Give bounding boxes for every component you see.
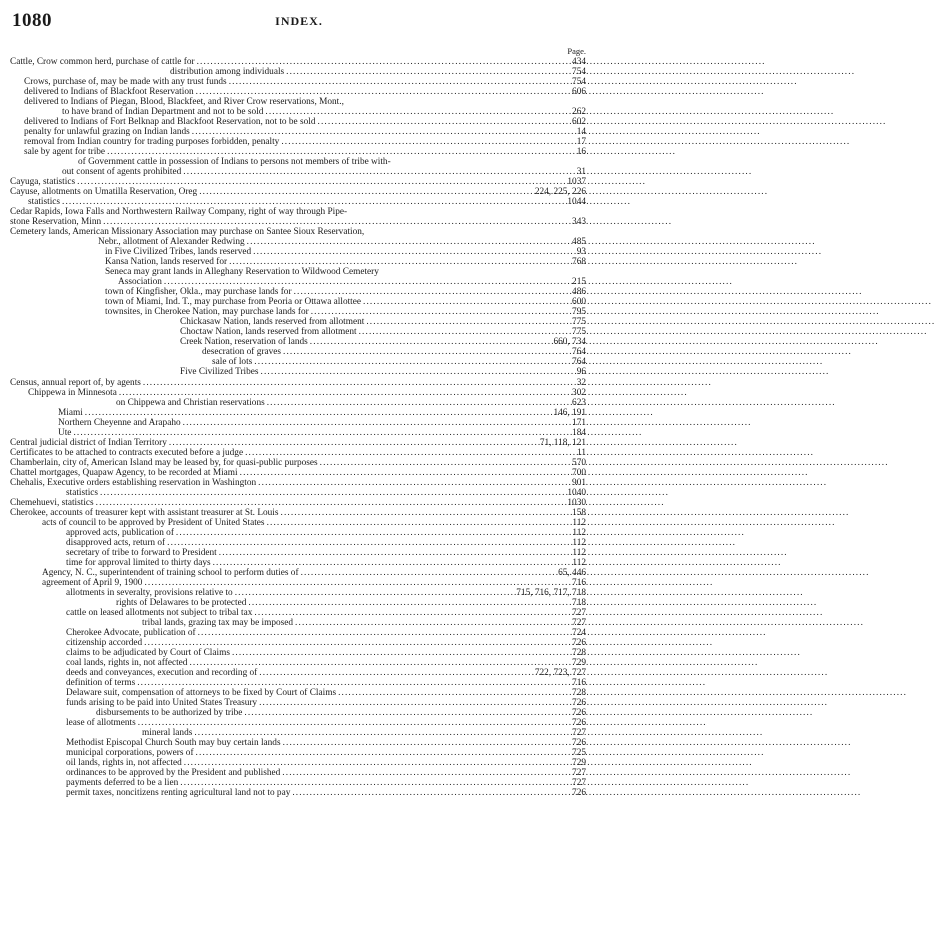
entry-page-ref: 1037 [567,177,586,188]
dot-leader [244,708,570,718]
index-entry [10,67,586,77]
entry-text: allotments in severalty, provisions relative to [66,587,233,598]
dot-leader [100,488,565,498]
entry-text: stone Reservation, Minn [10,217,102,228]
entry-page-ref: 729 [572,758,586,769]
index-entry [10,658,586,668]
entry-text: Cayuga, statistics [10,177,76,188]
index-entry [10,367,586,377]
dot-leader [258,478,570,488]
entry-text: disapproved acts, return of [66,537,166,548]
entry-page-ref: 112 [572,527,586,538]
entry-page-ref: 171 [572,417,586,428]
entry-page-ref: 775 [572,327,586,338]
index-entry [10,578,586,588]
dot-leader [318,117,571,127]
dot-leader [119,388,570,398]
entry-page-ref: 754 [572,77,586,88]
index-entry [10,558,586,568]
entry-text: removal from Indian country for trading purposes forbidden, penalty [24,137,280,148]
dot-leader [363,297,570,307]
entry-text: Choctaw Nation, lands reserved from allotment [180,327,357,338]
index-entry [10,307,586,317]
entry-page-ref: 718 [572,597,586,608]
entry-page-ref: 726 [572,708,586,719]
index-entry [10,398,586,408]
entry-text: out consent of agents prohibited [62,167,182,178]
index-entry [10,197,586,207]
index-entry [10,458,586,468]
entry-page-ref: 764 [572,347,586,358]
entry-text: Chattel mortgages, Quapaw Agency, to be recorded at Miami [10,467,238,478]
entry-page-ref: 570 [572,457,586,468]
dot-leader [184,758,570,768]
entry-text: Association [118,277,162,288]
entry-text: Chippewa in Minnesota [28,387,117,398]
entry-text: statistics [28,197,61,208]
dot-leader [259,668,533,678]
index-entry [10,177,586,187]
entry-text: sale of lots [212,357,253,368]
entry-text: penalty for unlawful grazing on Indian lands [24,127,190,138]
dot-leader [229,257,570,267]
entry-text: delivered to Indians of Piegan, Blood, Blackfeet, and River Crow reservations, Mont., [24,97,344,108]
entry-page-ref: 184 [572,427,586,438]
dot-leader [219,548,571,558]
index-entry [10,167,586,177]
dot-leader [281,508,571,518]
dot-leader [196,87,570,97]
entry-page-ref: 224, 225, 226 [534,187,586,198]
index-entry [10,728,586,738]
entry-page-ref: 623 [572,397,586,408]
entry-page-ref: 764 [572,357,586,368]
index-entry [10,708,586,718]
entry-text: oil lands, rights in, not affected [66,758,182,769]
entry-text: in Five Civilized Tribes, lands reserved [105,247,252,258]
entry-page-ref: 1044 [567,197,586,208]
entry-page-ref: 728 [572,687,586,698]
index-entry [10,257,586,267]
entry-text: Cemetery lands, American Missionary Association may purchase on Santee Sioux Reservation, [10,227,365,238]
index-entry [10,317,586,327]
entry-page-ref: 96 [576,367,586,378]
index-entry [10,788,586,798]
page-number: 1080 [12,10,52,31]
index-entry [10,568,586,578]
entry-text: Cattle, Crow common herd, purchase of cattle for [10,57,195,67]
index-entry [10,688,586,698]
index-entry [10,267,586,277]
dot-leader [261,367,575,377]
entry-text: Chamberlain, city of, American Island may be leased by, for quasi-public purposes [10,457,318,468]
index-entry [10,758,586,768]
entry-text: statistics [66,487,99,498]
index-entry [10,478,586,488]
index-entry [10,778,586,788]
index-entry [10,768,586,778]
index-entry [10,327,586,337]
index-entry [10,147,586,157]
entry-text: definition of terms [66,677,136,688]
index-entry [10,87,586,97]
entry-page-ref: 724 [572,627,586,638]
index-entry [10,738,586,748]
index-entry [10,97,586,107]
entry-text: of Government cattle in possession of Indians to persons not members of tribe with- [78,157,391,168]
index-entry [10,207,586,217]
entry-text: Creek Nation, reservation of lands [180,337,308,348]
entry-page-ref: 31 [576,167,586,178]
index-entry [10,678,586,688]
entry-text: permit taxes, noncitizens renting agricultural land not to pay [66,788,291,799]
dot-leader [292,788,570,798]
index-entry [10,157,586,167]
index-entry [10,638,586,648]
index-entry [10,408,586,418]
index-entries [10,57,586,798]
dot-leader [199,187,533,197]
entry-text: rights of Delawares to be protected [116,597,247,608]
entry-page-ref: 901 [572,477,586,488]
entry-text: town of Miami, Ind. T., may purchase from Peoria or Ottawa allottee [105,297,362,308]
index-entry [10,107,586,117]
index-entry [10,608,586,618]
entry-page-ref: 795 [572,307,586,318]
entry-page-ref: 728 [572,647,586,658]
entry-text: claims to be adjudicated by Court of Claims [66,647,230,658]
entry-text: Northern Cheyenne and Arapaho [58,417,181,428]
entry-text: delivered to Indians of Fort Belknap and Blackfoot Reservation, not to be sold [24,117,316,128]
index-entry [10,668,586,678]
entry-text: delivered to Indians of Blackfoot Reservation [24,87,194,98]
dot-leader [310,337,552,347]
index-entry [10,187,586,197]
index-entry [10,518,586,528]
index-entry [10,698,586,708]
entry-text: cattle on leased allotments not subject to tribal tax [66,607,253,618]
entry-text: Chemehuevi, statistics [10,497,94,508]
entry-page-ref: 727 [572,728,586,739]
dot-leader [247,237,570,247]
index-entry [10,498,586,508]
entry-page-ref: 725 [572,748,586,759]
entry-page-ref: 754 [572,67,586,78]
entry-page-ref: 71, 118, 121 [539,437,586,448]
dot-leader [235,588,515,598]
entry-page-ref: 486 [572,287,586,298]
index-entry [10,237,586,247]
entry-page-ref: 1040 [567,487,586,498]
entry-page-ref: 729 [572,657,586,668]
index-entry [10,247,586,257]
entry-text: tribal lands, grazing tax may be imposed [142,617,294,628]
entry-text: Chehalis, Executive orders establishing reservation in Washington [10,477,257,488]
dot-leader [281,137,574,147]
dot-leader [107,147,575,157]
entry-page-ref: 14 [576,127,586,138]
index-entry [10,618,586,628]
entry-page-ref: 112 [572,537,586,548]
dot-leader [143,378,575,388]
entry-page-ref: 727 [572,607,586,618]
entry-text: Census, annual report of, by agents [10,377,141,388]
page-header [12,10,586,38]
entry-text: Ute [58,427,72,438]
entry-text: municipal corporations, powers of [66,748,194,759]
dot-leader [137,678,570,688]
index-entry [10,117,586,127]
index-entry [10,337,586,347]
dot-leader [167,538,570,548]
index-entry [10,448,586,458]
entry-text: disbursements to be authorized by tribe [96,708,243,719]
index-entry [10,227,586,237]
index-entry [10,297,586,307]
index-entry [10,648,586,658]
index-entry [10,468,586,478]
dot-leader [359,327,570,337]
dot-leader [176,528,570,538]
dot-leader [320,458,570,468]
entry-page-ref: 606 [572,87,586,98]
page-column-heading: Page. [567,46,586,56]
index-entry [10,588,586,598]
dot-leader [232,648,570,658]
index-entry [10,388,586,398]
entry-text: Crows, purchase of, may be made with any trust funds [24,77,227,88]
entry-text: secretary of tribe to forward to President [66,547,217,558]
dot-leader [103,217,570,227]
entry-page-ref: 727 [572,617,586,628]
entry-page-ref: 726 [572,698,586,708]
index-entry [10,127,586,137]
entry-page-ref: 17 [576,137,586,148]
entry-page-ref: 726 [572,788,586,799]
entry-page-ref: 715, 716, 717, 718 [516,587,586,598]
entry-text: coal lands, rights in, not affected [66,657,188,668]
dot-leader [198,628,570,638]
entry-text: time for approval limited to thirty days [66,557,211,568]
entry-page-ref: 660, 734 [553,337,586,348]
entry-text: Five Civilized Tribes [180,367,259,378]
entry-text: acts of council to be approved by President of United States [42,517,265,528]
entry-text: Central judicial district of Indian Territory [10,437,167,448]
entry-text: Miami [58,407,83,418]
entry-page-ref: 726 [572,718,586,729]
entry-page-ref: 32 [576,377,586,388]
index-entry [10,538,586,548]
dot-leader [192,127,575,137]
entry-text: payments deferred to be a lien [66,778,179,789]
dot-leader [164,277,570,287]
dot-leader [265,107,570,117]
entry-page-ref: 726 [572,637,586,648]
index-entry [10,718,586,728]
entry-page-ref: 215 [572,277,586,288]
entry-page-ref: 93 [576,247,586,258]
entry-text: Cayuse, allotments on Umatilla Reservation, Oreg [10,187,198,198]
dot-leader [180,778,570,788]
entry-page-ref: 600 [572,297,586,308]
entry-text: Cherokee, accounts of treasurer kept with assistant treasurer at St. Louis [10,507,279,518]
entry-page-ref: 112 [572,547,586,558]
entry-text: agreement of April 9, 1900 [42,577,143,588]
dot-leader [338,688,570,698]
dot-leader [197,57,570,67]
dot-leader [85,408,552,418]
entry-page-ref: 112 [572,557,586,568]
entry-text: lease of allotments [66,718,136,729]
entry-page-ref: 112 [572,517,586,528]
entry-page-ref: 727 [572,778,586,789]
dot-leader [295,618,570,628]
dot-leader [311,307,570,317]
dot-leader [138,718,570,728]
entry-text: Cherokee Advocate, publication of [66,627,196,638]
dot-leader [248,598,570,608]
entry-text: townsites, in Cherokee Nation, may purchase lands for [105,307,309,318]
entry-text: to have brand of Indian Department and not to be sold [62,107,264,118]
dot-leader [267,518,571,528]
entry-text: deeds and conveyances, execution and recording of [66,667,258,678]
entry-text: Chickasaw Nation, lands reserved from allotment [180,317,365,328]
dot-leader [267,398,570,408]
entry-text: ordinances to be approved by the President and published [66,768,281,779]
dot-leader [194,728,570,738]
index-entry [10,277,586,287]
entry-page-ref: 158 [572,507,586,518]
index-entry [10,528,586,538]
entry-text: Seneca may grant lands in Alleghany Reservation to Wildwood Cemetery [105,267,379,278]
entry-text: approved acts, publication of [66,527,174,538]
index-entry [10,217,586,227]
entry-page-ref: 485 [572,237,586,248]
index-entry [10,748,586,758]
entry-page-ref: 262 [572,107,586,118]
dot-leader [259,698,570,708]
dot-leader [366,317,570,327]
index-entry [10,57,586,67]
dot-leader [229,77,570,87]
dot-leader [245,448,575,458]
index-entry [10,488,586,498]
entry-text: town of Kingfisher, Okla., may purchase lands for [105,287,292,298]
entry-page-ref: 434 [572,57,586,67]
index-entry [10,508,586,518]
entry-text: mineral lands [142,728,193,739]
entry-page-ref: 302 [572,387,586,398]
entry-page-ref: 16 [576,147,586,158]
dot-leader [240,468,570,478]
dot-leader [283,347,570,357]
dot-leader [189,658,570,668]
index-entry [10,428,586,438]
dot-leader [294,287,570,297]
index-entry [10,357,586,367]
dot-leader [253,247,575,257]
entry-page-ref: 775 [572,317,586,328]
entry-text: Nebr., allotment of Alexander Redwing [98,237,245,248]
dot-leader [144,578,570,588]
dot-leader [62,197,565,207]
dot-leader [73,428,570,438]
running-title: INDEX. [275,14,323,28]
entry-page-ref: 726 [572,738,586,749]
dot-leader [144,638,570,648]
entry-page-ref: 146, 191 [553,407,586,418]
index-entry [10,77,586,87]
entry-page-ref: 11 [577,447,586,458]
dot-leader [169,438,538,448]
index-entry [10,548,586,558]
dot-leader [183,167,574,177]
entry-page-ref: 716 [572,677,586,688]
index-entry [10,137,586,147]
dot-leader [282,768,570,778]
index-entry [10,418,586,428]
dot-leader [213,558,571,568]
entry-text: Methodist Episcopal Church South may buy certain lands [66,738,281,749]
index-entry [10,287,586,297]
entry-text: desecration of graves [202,347,281,358]
entry-text: Agency, N. C., superintendent of training school to perform duties of [42,567,299,578]
index-entry [10,598,586,608]
dot-leader [254,357,570,367]
entry-page-ref: 700 [572,467,586,478]
entry-page-ref: 65, 446 [558,567,586,578]
entry-text: distribution among individuals [170,67,285,78]
index-entry [10,378,586,388]
entry-text: on Chippewa and Christian reservations [116,397,265,408]
entry-page-ref: 716 [572,577,586,588]
index-entry [10,628,586,638]
index-entry [10,347,586,357]
entry-text: Kansa Nation, lands reserved for [105,257,228,268]
entry-page-ref: 722, 723, 727 [534,667,586,678]
entry-page-ref: 602 [572,117,586,128]
dot-leader [283,738,570,748]
index-entry [10,438,586,448]
entry-text: citizenship accorded [66,637,143,648]
dot-leader [196,748,571,758]
entry-text: funds arising to be paid into United States Treasury [66,698,258,708]
entry-page-ref: 727 [572,768,586,779]
entry-page-ref: 768 [572,257,586,268]
entry-text: Certificates to be attached to contracts executed before a judge [10,447,244,458]
entry-text: Cedar Rapids, Iowa Falls and Northwestern Railway Company, right of way through Pipe- [10,207,348,218]
dot-leader [96,498,566,508]
dot-leader [77,177,565,187]
dot-leader [254,608,570,618]
dot-leader [286,67,570,77]
dot-leader [301,568,557,578]
entry-page-ref: 343 [572,217,586,228]
entry-text: Delaware suit, compensation of attorneys to be fixed by Court of Claims [66,687,337,698]
dot-leader [183,418,570,428]
entry-text: sale by agent for tribe [24,147,106,158]
entry-page-ref: 1030 [567,497,586,508]
